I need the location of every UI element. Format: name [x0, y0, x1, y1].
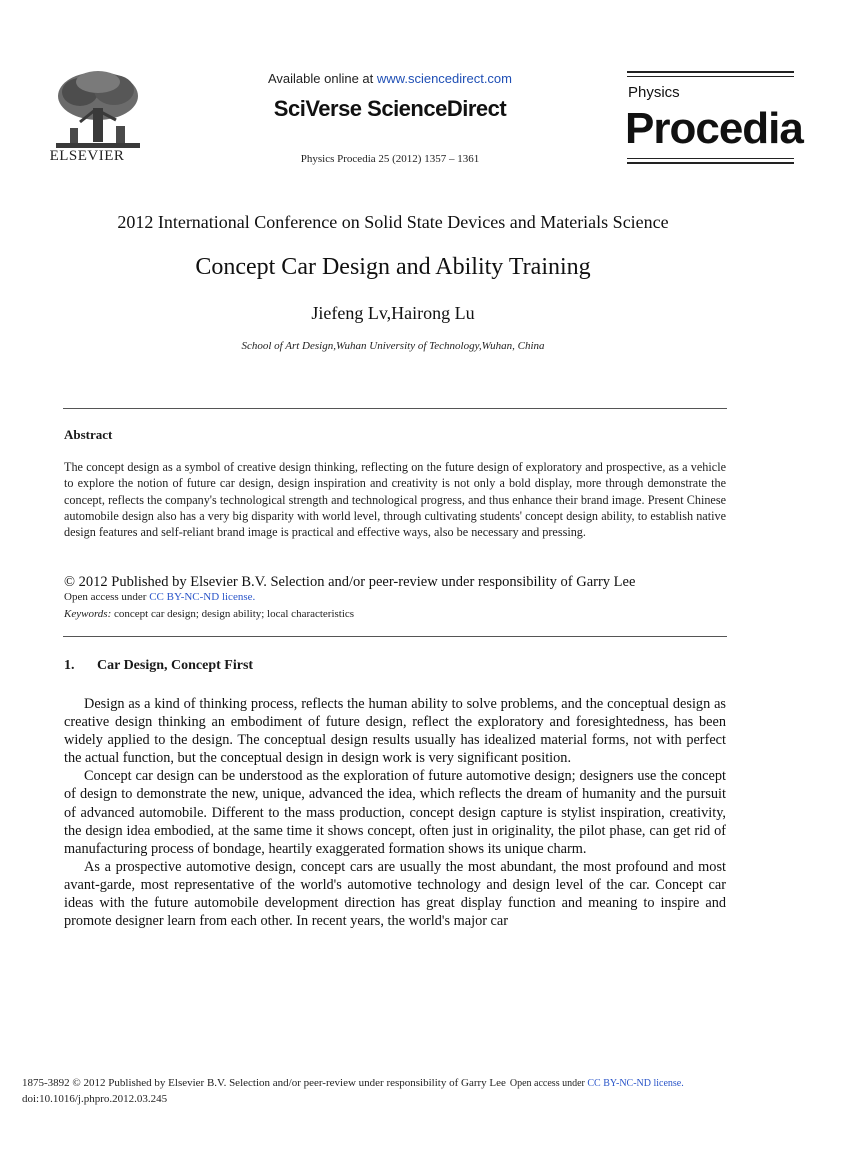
journal-brand-top: Physics [628, 84, 680, 101]
keywords-label: Keywords: [64, 608, 112, 620]
body-paragraph: Concept car design can be understood as the exploration of future automotive design; designers use the concept of design to demonstrate the new, unique, advanced the idea, which reflects the dream of humanity and the pursuit of advanced automobile. Different to the mass production, concept design capture is stylist inspiration, creativity, the design idea embodied, at the same time it shows concept, often just in originality, the pilot phase, can get rid of manufacturing process of bondage, heartily exaggerated formation shows its unique charm. [64, 768, 726, 857]
divider [63, 408, 727, 409]
license-link[interactable]: CC BY-NC-ND license. [149, 591, 256, 603]
open-access-notice: Open access under CC BY-NC-ND license. [64, 591, 256, 603]
abstract-heading: Abstract [64, 427, 113, 442]
journal-brand-rule [627, 76, 794, 77]
body-paragraph: Design as a kind of thinking process, reflects the human ability to solve problems, and the conceptual design as creative design thinking an embodiment of future design, reflect the exploratory and foresightedness, has been widely applied to the design. The conceptual design results usually has idealized material forms, not with perfect the actual function, but the conceptual design in design work is very significant position. [64, 696, 726, 767]
publisher-name: ELSEVIER [49, 148, 125, 164]
keywords [64, 608, 354, 620]
footer-issn: 1875-3892 © 2012 Published by Elsevier B.V. Selection and/or peer-review under responsibility of Garry Lee Open access under CC BY-NC-ND license. [22, 1077, 684, 1089]
journal-brand-rule [627, 71, 794, 73]
body-paragraph: As a prospective automotive design, concept cars are usually the most abundant, the most profound and most avant-garde, most representative of the world's automotive technology and design level of the car. Concept car ideas with the future automobile development direction has great display function and meaning to inspire and promote designer learn from each other. In recent years, the world's major car [64, 858, 726, 930]
keywords-list: concept car design; design ability; local characteristics [111, 608, 355, 620]
copyright-notice: © 2012 Published by Elsevier B.V. Selection and/or peer-review under responsibility of Garry Lee [64, 574, 636, 590]
available-online: Available online at www.sciencedirect.com [267, 71, 512, 86]
section-title: Car Design, Concept First [97, 658, 254, 673]
sciencedirect-link[interactable]: www.sciencedirect.com [376, 71, 512, 86]
journal-brand-rule [627, 162, 794, 164]
footer-license-link[interactable]: CC BY-NC-ND license. [587, 1078, 684, 1089]
footer-open-access: Open access under CC BY-NC-ND license. [509, 1078, 684, 1089]
conference-name: 2012 International Conference on Solid State Devices and Materials Science [117, 212, 669, 232]
citation: Physics Procedia 25 (2012) 1357 – 1361 [300, 153, 480, 165]
authors: Jiefeng Lv,Hairong Lu [311, 303, 475, 323]
platform-name: SciVerse ScienceDirect [273, 96, 507, 121]
divider [63, 636, 727, 637]
affiliation: School of Art Design,Wuhan University of Technology,Wuhan, China [241, 340, 545, 352]
abstract-text: The concept design as a symbol of creative design thinking, reflecting on the future design of exploratory and prospective, as a vehicle to explore the notion of future car design, design inspiration and creativity is not only a bold display, more through demonstrate the concept, reflects the company's technological strength and technological progress, and thus enhance their brand image. Present Chinese automobile design also has a very big disparity with world level, through cultivating students' concept design ability, to establish native design features and self-reliant brand image is practical and effective ways, also be necessary and pressing. [64, 460, 726, 540]
section-number: 1. [64, 658, 75, 673]
section-body [64, 695, 726, 930]
footer-doi: doi:10.1016/j.phpro.2012.03.245 [22, 1093, 168, 1105]
paper-title: Concept Car Design and Ability Training [195, 254, 591, 280]
journal-brand-main: Procedia [625, 104, 803, 153]
journal-brand-rule [627, 158, 794, 159]
section-heading [64, 658, 253, 674]
